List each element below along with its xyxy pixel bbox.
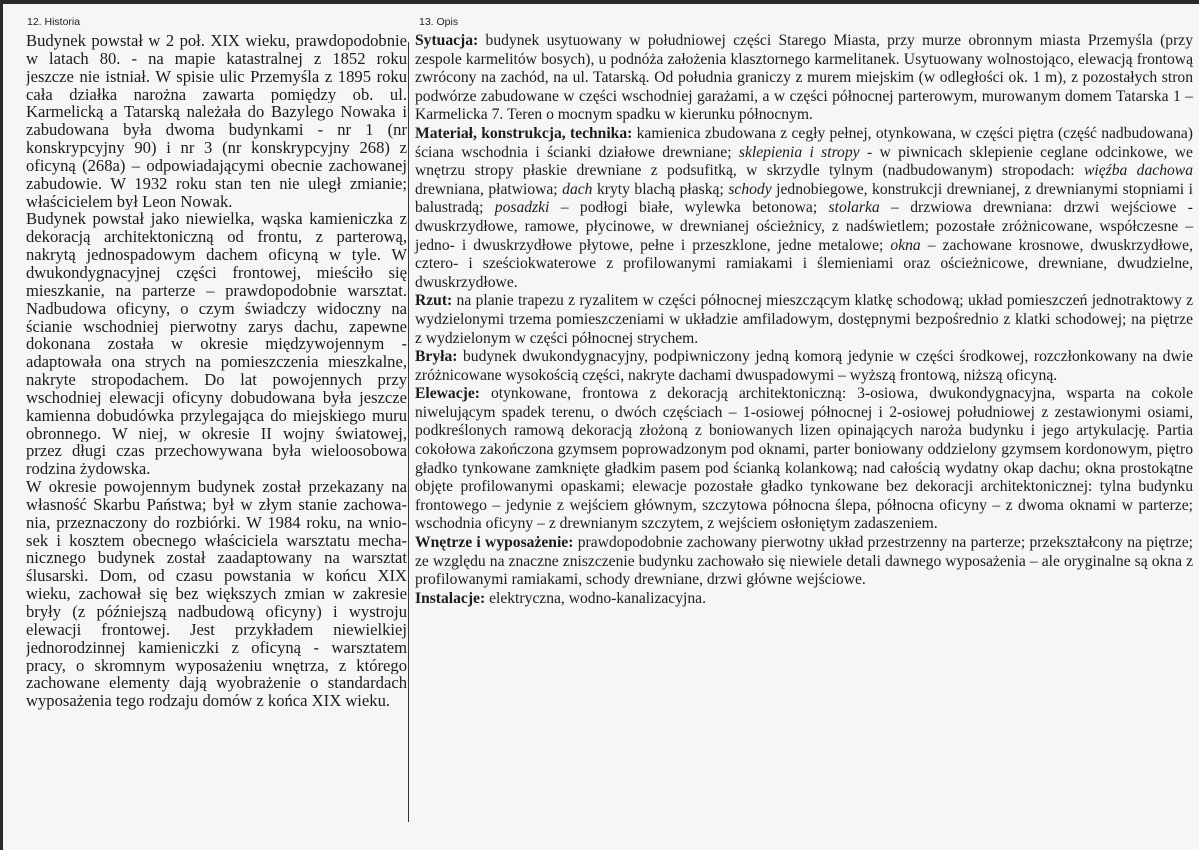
label-bryla: Bryła: (415, 348, 458, 366)
text-line: ślusarski. Dom, od czasu powstania w końcu XIX (26, 567, 407, 586)
text: - w piwnicach sklepienie ceglane odcinkowe, we wnętrzu stropy płaskie drewniane z podsufitką, w skrzydle tylnym (nadbudowanym) stropodach: (415, 143, 1193, 180)
text-line: nia, przeznaczony do rozbiórki. W 1984 roku, na wnio- (26, 513, 407, 532)
text-line: obronnego. W niej, w okresie II wojny światowej, (26, 424, 407, 443)
text-line: dwukondygnacyjnej części frontowej, mieściło się (26, 263, 407, 282)
text-line: cała działka narożna zawarta pomiędzy ob. ul. (26, 85, 407, 104)
text-line: wieku, zachował się bez większych zmian w zakresie (26, 585, 407, 603)
opis-material (415, 125, 1193, 292)
document-page (3, 4, 1199, 850)
text-line: sek i kosztem obecnego właściciela warsztatu mecha- (26, 531, 407, 550)
label-elewacje: Elewacje: (415, 385, 480, 403)
text-line: jeszcze nie istniał. W spisie ulic Przemyśla z 1895 roku (26, 67, 407, 86)
text-line: zabudowana była dwoma budynkami - nr 1 (nr (26, 121, 407, 140)
text-line: zachowane elementy dają wyobrażenie o standardach (26, 674, 407, 693)
text-line: jednorodzinnej kamieniczki z oficyną - warsztatem (26, 638, 407, 657)
text-wnetrze: prawdopodobnie zachowany pierwotny układ przestrzenny na parterze; przekształcony na piętrze; ze względu na znaczne zniszczenie budynku zachowało się niewiele detali dawnego wyposażenia – ale oryginalne są okna z profilowanymi ramiakami, schody drewniane, drzwi główne wejściowe. (415, 534, 1194, 589)
text-line: W okresie powojennym budynek został przekazany na (26, 478, 407, 496)
text: – podłogi białe, wylewka betonowa; (549, 199, 829, 217)
opis-elewacje (415, 385, 1193, 534)
text-line: oficyną (268a) – odpowiadającymi obecnie zachowanej (26, 156, 407, 175)
text-line: nakryte stropodachem. Do lat powojennych przy (26, 371, 407, 389)
opis-text (415, 32, 1193, 608)
text-line: elewacji frontowej. Jest przykładem niewielkiej (26, 620, 407, 639)
label-rzut: Rzut: (415, 292, 453, 310)
opis-bryla (415, 348, 1193, 385)
text-line: zabudowie. W 1932 roku stan ten nie uległ zmianie; (26, 174, 407, 193)
opis-sytuacja (415, 32, 1193, 125)
label-material: Materiał, konstrukcja, technika: (415, 124, 633, 142)
section-heading-opis: 13. Opis (419, 16, 459, 28)
label-instalacje: Instalacje: (415, 589, 486, 607)
text-line: wyposażenia tego rodzaju domów z końca XIX wieku. (26, 692, 391, 711)
label-wnetrze: Wnętrze i wyposażenie: (415, 534, 574, 552)
text: kryty blachą płaską; (592, 180, 729, 198)
term: dach (562, 180, 593, 198)
opis-rzut (415, 292, 1193, 348)
text-rzut: na planie trapezu z ryzalitem w części północnej mieszczącym klatkę schodową; układ pomieszczeń jednotraktowy z wydzielonymi trzema pomieszczeniami w układzie amfiladowym, dostępnymi bezpośrednio z klatki schodowej; na piętrze z wydzielonym w części północnej strychem. (415, 292, 1193, 347)
term: sklepienia i stropy (738, 143, 860, 161)
historia-paragraph (26, 210, 407, 478)
text: – zachowane krosnowe, dwuskrzydłowe, cztero- i sześciokwaterowe z profilowanymi ramiakami i ślemieniami oraz ościeżnicowe, drewniane, dwudzielne, dwuskrzydłowe. (415, 236, 1193, 291)
text-line: przez długi czas przechowywana była wieloosobowa (26, 442, 407, 461)
text-line: mieszkanie, na parterze – prawdopodobnie warsztat. (26, 281, 407, 300)
text-line: ścianie wschodniej pierwotny zarys dachu, zapewne (26, 317, 407, 336)
term: schody (728, 180, 772, 198)
text-line: wschodniej elewacji oficyny dobudowana była jeszcze (26, 388, 407, 407)
text-bryla: budynek dwukondygnacyjny, podpiwniczony jedną komorą jedynie w części środkowej, rozczłonkowany na dwie zróżnicowane wysokością części, nakryte dachami dwuspadowymi – wyższą frontową, niższą oficyną. (415, 348, 1193, 384)
opis-instalacje (415, 590, 1193, 609)
text: kamienica zbudowana z cegły pełnej, otynkowana, w części piętra (część nadbudowana) ściana wschodnia i ścianki działowe drewniane; (415, 124, 1193, 161)
text-line: rodzina żydowska. (26, 460, 151, 479)
column-divider (408, 42, 409, 822)
text-line: Budynek powstał w 2 poł. XIX wieku, prawdopodobnie (26, 32, 407, 50)
text-line: nicznego budynek został zaadaptowany na warsztat (26, 549, 407, 568)
text: – drzwiowa drewniana: drzwi wejściowe - dwuskrzydłowe, ramowe, płycinowe, w drewnianej ościeżnicy, z nadświetlem; pozostałe zróżnicowane, współczesne – jedno- i dwuskrzydłowe płytowe, pełne i przeszklone, jedne metalowe; (415, 199, 1194, 254)
historia-paragraph (26, 32, 407, 210)
text-line: w latach 80. - na mapie katastralnej z 1852 roku (26, 49, 407, 68)
term: posadzki (494, 199, 550, 217)
text-line: Karmelicką a Tatarską należała do Bazylego Nowaka i (26, 103, 407, 122)
text-line: pracy, o skromnym wyposażeniu wnętrza, z którego (26, 656, 407, 675)
text-line: Budynek powstał jako niewielka, wąska kamieniczka z (26, 210, 407, 229)
text-line: właścicielem był Leon Nowak. (26, 192, 233, 211)
term: okna (890, 236, 921, 254)
label-sytuacja: Sytuacja: (415, 32, 479, 49)
text-line: dokonana została w okresie międzywojennym - (26, 335, 407, 354)
text: jednobiegowe, konstrukcji drewnianej, z drewnianymi stopniami i balustradą; (415, 180, 1193, 217)
text-line: dekoracją architektoniczną od frontu, z parterową, (26, 228, 407, 247)
historia-text (26, 32, 407, 710)
text-line: bryły (z późniejszą nadbudową oficyny) i wystroju (26, 603, 407, 621)
text-line: Nadbudowa oficyny, o czym świadczy widoczny na (26, 299, 407, 318)
text-line: kamienna dobudówka przylegająca do miejskiego muru (26, 406, 407, 425)
text-sytuacja: budynek usytuowany w południowej części Starego Miasta, przy murze obronnym miasta Przemyśla (przy zespole karmelitów bosych), u podnóża założenia klasztornego karmelitanek. Usytuowany wolnostojąco, elewacją frontową zwrócony na zachód, na ul. Tatarską. Od południa graniczy z murem miejskim (w odległości ok. 1 m), z pozostałych stron podwórze zabudowane w części wschodniej garażami, a w części północnej parterowym, murowanym domem Tatarska 1 – Karmelicka 7. Teren o mocnym spadku w kierunku północnym. (415, 32, 1193, 124)
opis-wnetrze (415, 534, 1193, 590)
term: stolarka (828, 199, 880, 217)
text-elewacje: otynkowane, frontowa z dekoracją architektoniczną: 3-osiowa, dwukondygnacyjna, wsparta na cokole niwelującym spadek terenu, o dwóch częściach – 1-osiowej północnej i 2-osiowej południowej z zestawionymi osiami, podkreślonych ramową dekoracją złożoną z boniowanych lizen opinających naroża budynku i jego artykulację. Partia cokołowa zakończona gzymsem poprowadzonym pod oknami, parter boniowany oddzielony gzymsem kordonowym, piętro gładko tynkowane zamknięte gładkim pasem pod ścianką kolankową; nad całością wydatny okap dachu; okna prostokątne objęte profilowanymi opaskami; elewacje pozostałe gładko tynkowane bez dekoracji architektonicznej: tylna budynku frontowego – jedynie z wejściem głównym, szczytowa północna ślepa, północna oficyny – z dwoma oknami w parterze; wschodnia oficyny – z drewnianym szczytem, z wejściem osłoniętym zadaszeniem. (415, 385, 1193, 533)
text: drewniana, płatwiowa; (415, 180, 563, 198)
term: więźba dachowa (1084, 162, 1193, 180)
text-line: nakrytą jednospadowym dachem oficyną w tyle. W (26, 246, 407, 264)
text-line: własność Skarbu Państwa; był w złym stanie zachowa- (26, 495, 407, 514)
section-heading-historia: 12. Historia (27, 16, 81, 28)
text-instalacje: elektryczna, wodno-kanalizacyjna. (485, 589, 706, 607)
text-line: adaptowała ona strych na pomieszczenia mieszkalne, (26, 353, 407, 372)
historia-paragraph (26, 478, 407, 710)
text-line: konskrypcyjny 90) i nr 3 (nr konskrypcyjny 268) z (26, 139, 407, 157)
